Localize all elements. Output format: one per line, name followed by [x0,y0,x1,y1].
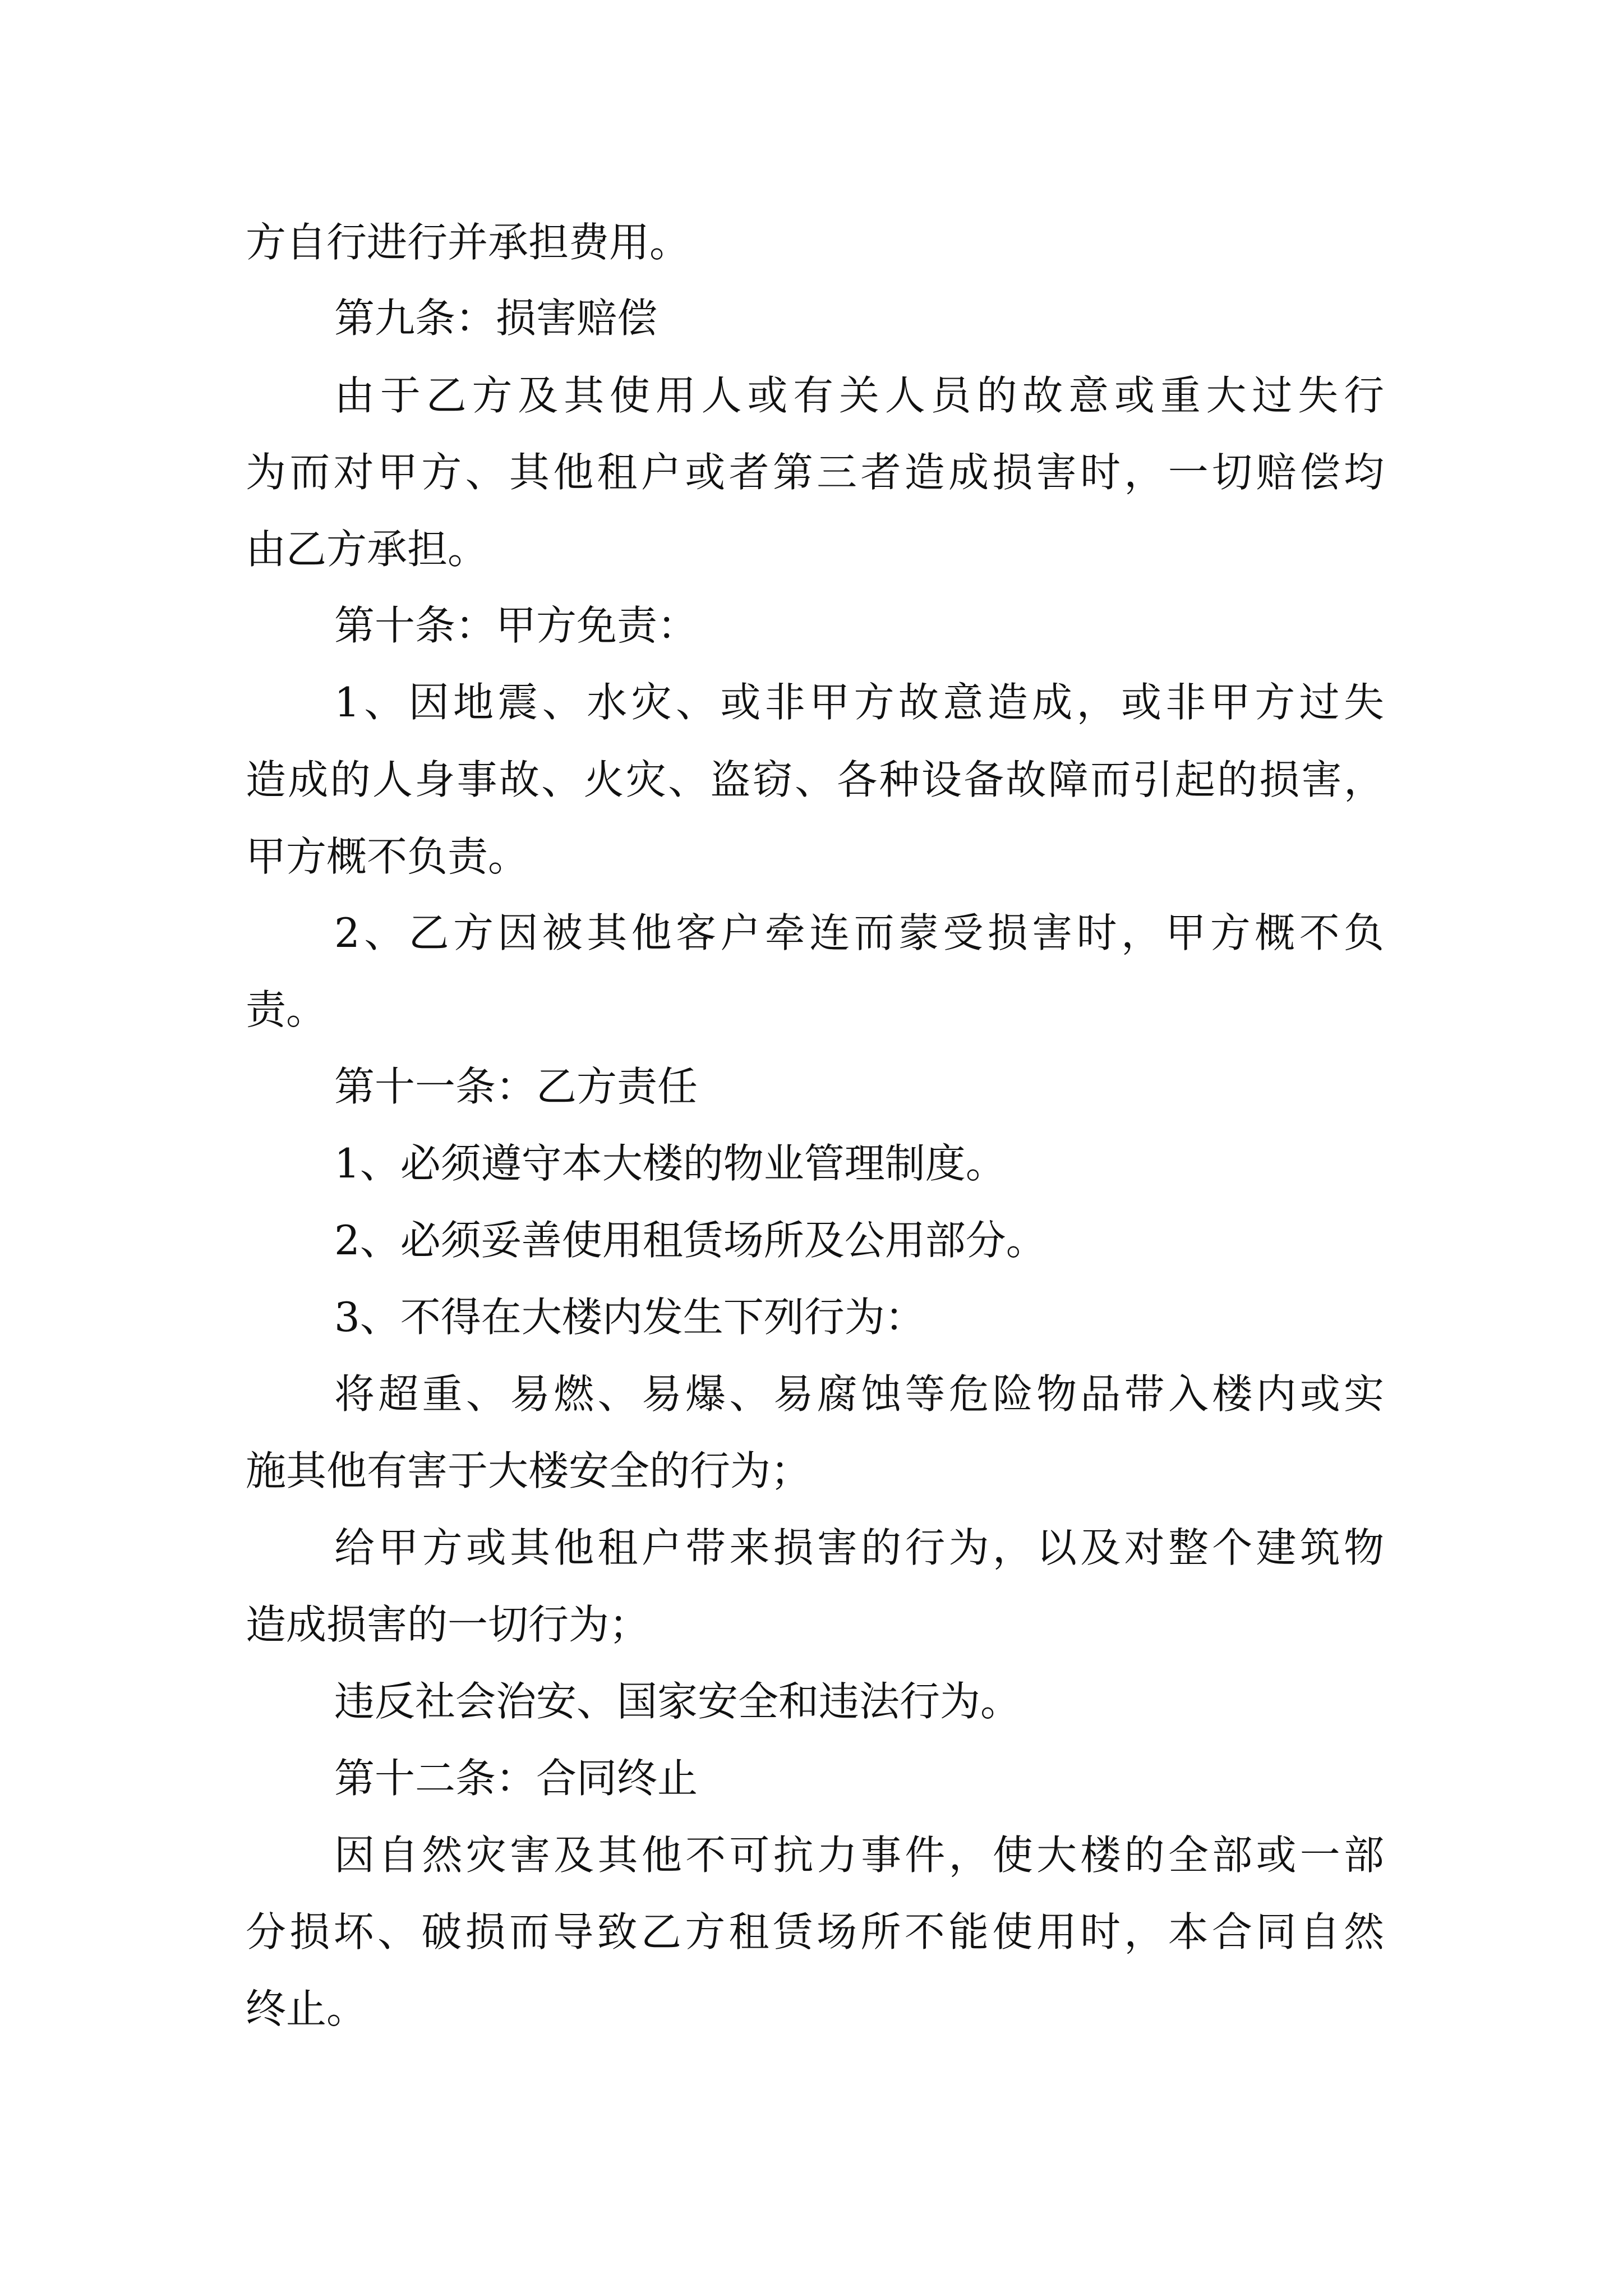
text-line: 方自行进行并承担费用。 [246,219,690,266]
text-line: 由于乙方及其使用人或有关人员的故意或重大过失行 [334,372,1384,419]
text-line: 责。 [246,986,327,1033]
text-line: 造成损害的一切行为； [246,1601,650,1648]
section-heading: 第十一条：乙方责任 [334,1063,698,1110]
text-line: 分损坏、破损而导致乙方租赁场所不能使用时，本合同自然 [246,1908,1384,1955]
text-line: 2、乙方因被其他客户牵连而蒙受损害时，甲方概不负 [334,909,1384,956]
text-line: 违反社会治安、国家安全和违法行为。 [334,1678,1021,1725]
text-line: 甲方概不负责。 [246,833,529,880]
text-line: 3、不得在大楼内发生下列行为： [334,1294,925,1341]
text-line: 将超重、易燃、易爆、易腐蚀等危险物品带入楼内或实 [334,1370,1384,1418]
text-line: 1、因地震、水灾、或非甲方故意造成，或非甲方过失 [334,679,1384,726]
text-line: 给甲方或其他租户带来损害的行为，以及对整个建筑物 [334,1524,1384,1571]
text-line: 由乙方承担。 [246,526,488,573]
section-heading: 第十二条：合同终止 [334,1755,698,1802]
section-heading: 第十条：甲方免责： [334,602,698,649]
text-line: 因自然灾害及其他不可抗力事件，使大楼的全部或一部 [334,1832,1384,1879]
text-line: 2、必须妥善使用租赁场所及公用部分。 [334,1217,1046,1264]
text-line: 为而对甲方、其他租户或者第三者造成损害时，一切赔偿均 [246,449,1384,496]
section-heading: 第九条：损害赔偿 [334,295,658,342]
text-line: 施其他有害于大楼安全的行为； [246,1447,811,1494]
text-line: 1、必须遵守本大楼的物业管理制度。 [334,1140,1006,1187]
text-line: 造成的人身事故、火灾、盗窃、各种设备故障而引起的损害， [246,756,1384,803]
text-line: 终止。 [246,1985,367,2032]
